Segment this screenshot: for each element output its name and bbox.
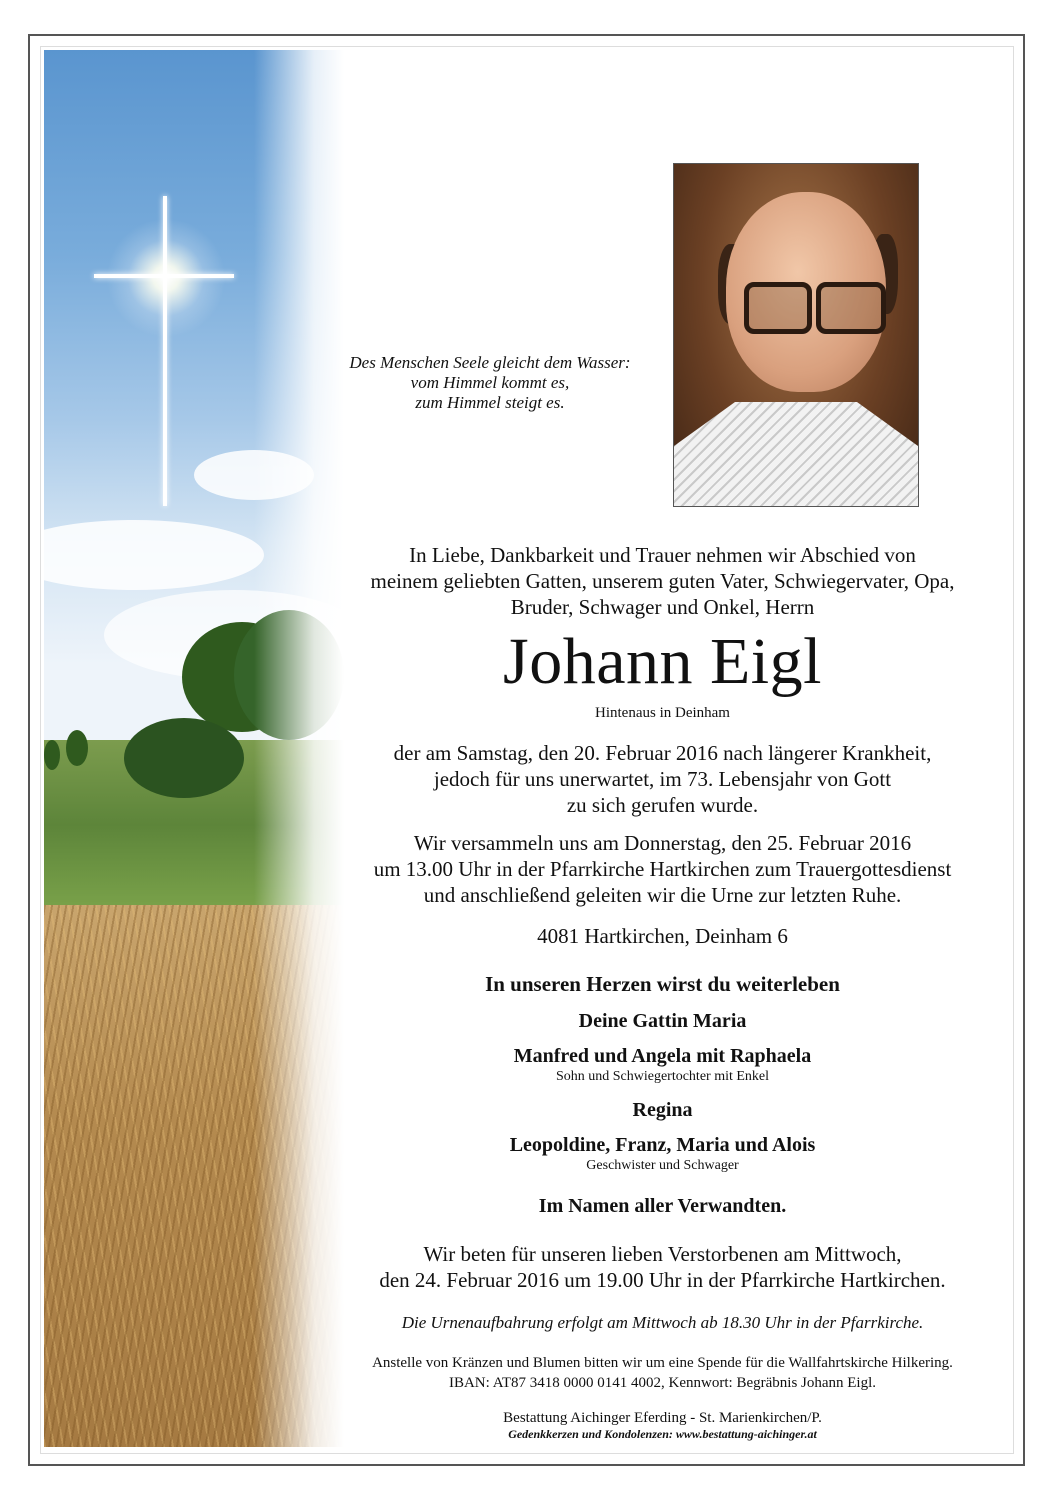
mourner-siblings-note: Geschwister und Schwager <box>586 1158 739 1173</box>
mourner-daughter: Regina <box>632 1099 693 1121</box>
funeral-notice: Wir versammeln uns am Donnerstag, den 25. Februar 2016 um 13.00 Uhr in der Pfarrkirche Hartkirchen zum Trauergottesdienst und anschließend geleiten wir die Urne zur letzten Ruhe. <box>373 831 952 907</box>
portrait-photo <box>673 163 919 507</box>
portrait-shirt <box>674 402 918 507</box>
glasses-icon <box>744 282 812 334</box>
prayer-notice: Wir beten für unseren lieben Verstorbenen am Mittwoch, den 24. Februar 2016 um 19.00 Uhr in der Pfarrkirche Hartkirchen. <box>379 1242 946 1292</box>
condolence-link[interactable]: Gedenkkerzen und Kondolenzen: www.bestattung-aichinger.at <box>508 1427 817 1441</box>
urn-notice: Die Urnenaufbahrung erfolgt am Mittwoch ab 18.30 Uhr in der Pfarrkirche. <box>401 1313 924 1332</box>
quote-line: zum Himmel steigt es. <box>415 393 565 412</box>
quote <box>300 353 680 413</box>
quote-line: vom Himmel kommt es, <box>410 373 570 392</box>
mourner-son: Manfred und Angela mit Raphaela <box>513 1045 812 1067</box>
quote-line: Des Menschen Seele gleicht dem Wasser: <box>349 353 631 372</box>
mourner-wife: Deine Gattin Maria <box>578 1010 747 1032</box>
address: 4081 Hartkirchen, Deinham 6 <box>537 924 788 948</box>
mourner-relatives: Im Namen aller Verwandten. <box>538 1195 787 1217</box>
mourners-heading: In unseren Herzen wirst du weiterleben <box>485 972 840 996</box>
scenery-image <box>44 50 344 1447</box>
deceased-place: Hintenaus in Deinham <box>595 705 730 721</box>
mourner-son-note: Sohn und Schwiegertochter mit Enkel <box>555 1069 770 1084</box>
intro-text: In Liebe, Dankbarkeit und Trauer nehmen wir Abschied von meinem geliebten Gatten, unserem guten Vater, Schwiegervater, Opa, Bruder, Schwager und Onkel, Herrn <box>370 543 955 619</box>
death-notice: der am Samstag, den 20. Februar 2016 nach längerer Krankheit, jedoch für uns unerwartet, im 73. Lebensjahr von Gott zu sich gerufen wurde. <box>393 741 932 817</box>
deceased-name: Johann Eigl <box>503 625 822 698</box>
mourner-siblings: Leopoldine, Franz, Maria und Alois <box>509 1134 816 1156</box>
donation-notice: Anstelle von Kränzen und Blumen bitten wir um eine Spende für die Wallfahrtskirche Hilkering. IBAN: AT87 3418 0000 0141 4002, Kennwort: Begräbnis Johann Eigl. <box>372 1355 953 1391</box>
undertaker: Bestattung Aichinger Eferding - St. Marienkirchen/P. <box>503 1410 822 1426</box>
scenery-fade <box>44 50 344 1447</box>
